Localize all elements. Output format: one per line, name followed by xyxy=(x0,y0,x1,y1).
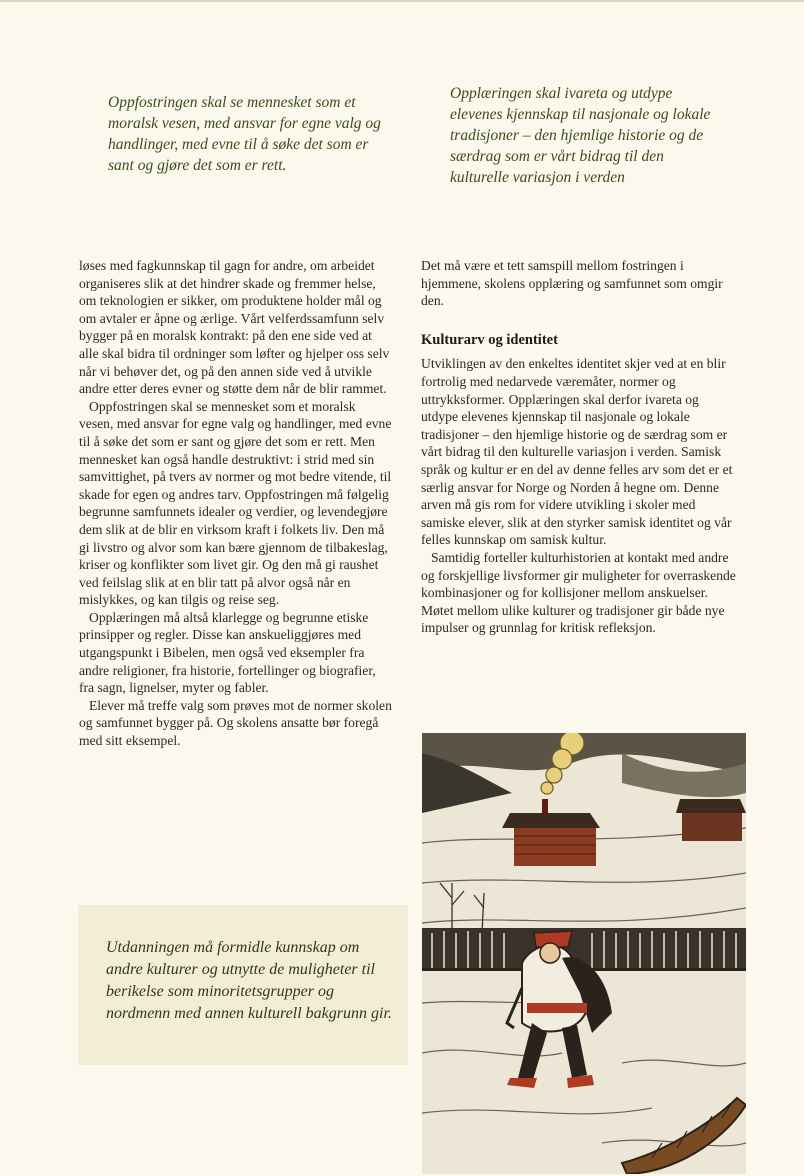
pull-quote-cultures-text: Utdanningen må formidle kunnskap om andre kulturer og utnytte de muligheter til berikelse som minoritetsgrupper og nordmenn med annen kulturell bakgrunn gir. xyxy=(106,939,392,1022)
pull-quote-tradition xyxy=(430,70,730,210)
right-paragraph-2: Utviklingen av den enkeltes identitet skjer ved at en blir fortrolig med nedarvede væremåter, normer og uttrykksformer. Opplæringen skal derfor ivareta og utdype elevenes kjennskap til nasjonale og lokale tradisjoner – den hjemlige historie og de særdrag som er vårt bidrag til den kulturelle variasjon i verden. Samisk språk og kultur er en del av denne felles arv som det er et særlig ansvar for Norge og Norden å hegne om. Denne arven må gis rom for videre utvikling i skoler med samiske elever, slik at den styrker samisk identitet og vår felles kunnskap om samisk kultur. xyxy=(421,356,733,548)
woodcut-illustration xyxy=(422,733,746,1174)
left-column xyxy=(79,257,393,750)
left-paragraph-4: Elever må treffe valg som prøves mot de normer skolen og samfunnet bygger på. Og skolens ansatte bør foregå med sitt eksempel. xyxy=(79,697,392,749)
section-heading: Kulturarv og identitet xyxy=(421,331,558,348)
left-paragraph-2: Oppfostringen skal se mennesket som et moralsk vesen, med ansvar for egne valg og handlinger, med evne til å søke det som er sant og gjøre det som er rett. Men mennesket kan også handle destruktivt: i strid med sin samvittighet, på tvers av normer og mot bedre vitende, til skade for egen og andres tarv. Oppfostringen må følgelig begrunne samfunnets idealer og verdier, og levendegjøre dem slik at de blir en virksom kraft i folkets liv. Den må gi livstro og alvor som kan bære gjennom de tilbakeslag, kriser og konflikter som livet gir. Og den må gi raushet ved feilslag slik at en blir tatt på alvor også når en mislykkes, og kan tilgis og reise seg. xyxy=(79,398,392,608)
right-paragraph-1: Det må være et tett samspill mellom fostringen i hjemmene, skolens opplæring og samfunnet som omgir den. xyxy=(421,258,723,309)
left-paragraph-3: Opplæringen må altså klarlegge og begrunne etiske prinsipper og regler. Disse kan anskueliggjøres med utgangspunkt i Bibelen, men også ved eksempler fra andre religioner, fra historie, fortellinger og biografier, fra sagn, lignelser, myter og fabler. xyxy=(79,609,376,696)
pull-quote-cultures xyxy=(78,905,408,1065)
pull-quote-tradition-text: Opplæringen skal ivareta og utdype elevenes kjennskap til nasjonale og lokale tradisjoner – den hjemlige historie og de særdrag som er vårt bidrag til den kulturelle variasjon i verden xyxy=(450,85,711,186)
pull-quote-moral xyxy=(88,70,408,210)
right-paragraph-3: Samtidig forteller kulturhistorien at kontakt med andre og forskjellige livsformer gir muligheter for overraskende kombinasjoner og for kollisjoner mellom anskuelser. Møtet mellom ulike kulturer og tradisjoner gir både nye impulser og grunnlag for kritisk refleksjon. xyxy=(421,549,736,636)
top-rule xyxy=(0,0,804,2)
right-column xyxy=(421,257,739,637)
sami-winter-woodcut xyxy=(422,733,746,1174)
pull-quote-moral-text: Oppfostringen skal se mennesket som et moralsk vesen, med ansvar for egne valg og handlinger, med evne til å søke det som er sant og gjøre det som er rett. xyxy=(108,94,381,174)
left-paragraph-1: løses med fagkunnskap til gagn for andre, om arbeidet organiseres slik at det hindrer skade og fremmer helse, om teknologien er sikker, om produktene holder mål og om avtaler er åpne og ærlige. Vårt velferdssamfunn selv bygger på en moralsk kontrakt: på den ene side ved at alle skal bidra til ordninger som løfter og hjelper oss selv når vi behøver det, og på den annen side ved å utvikle andre etter deres evner og støtte dem når de blir rammet. xyxy=(79,258,390,397)
